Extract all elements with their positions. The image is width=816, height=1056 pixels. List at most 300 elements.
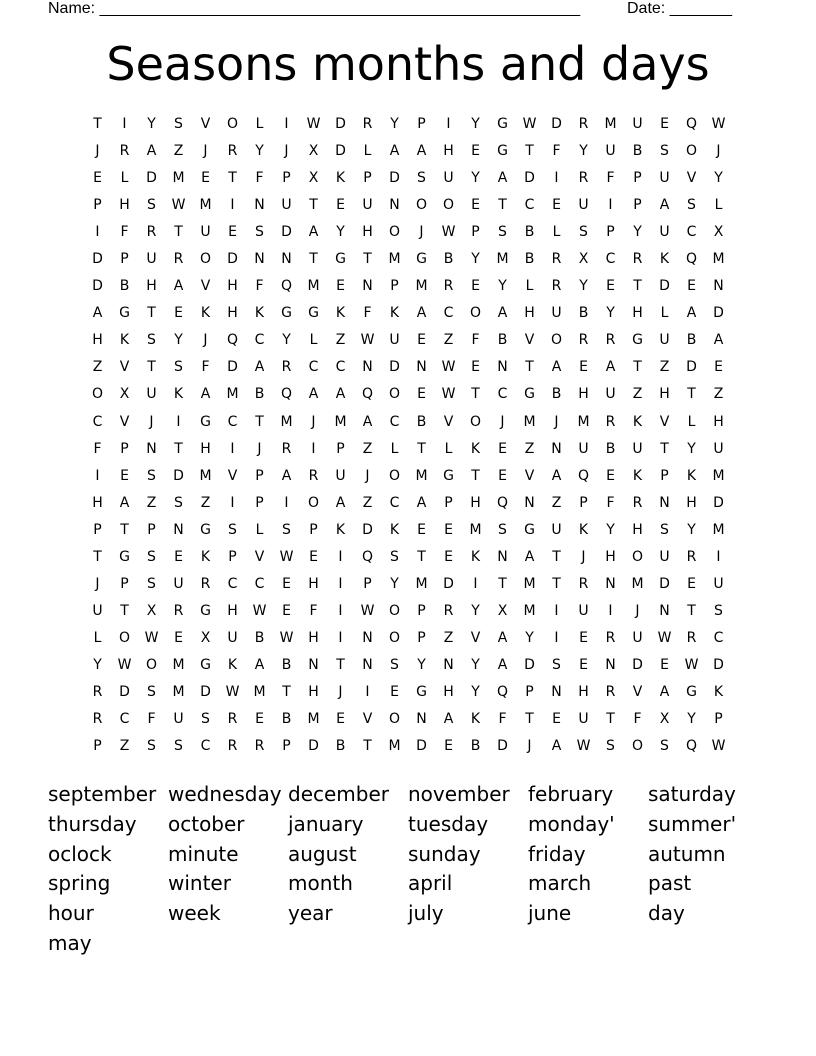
word-list-item: friday bbox=[528, 841, 586, 866]
letter-grid bbox=[84, 114, 732, 763]
grid-letter: E bbox=[93, 170, 102, 187]
grid-letter: U bbox=[92, 602, 103, 619]
grid-letter: A bbox=[659, 683, 670, 700]
word-list-item: wednesday bbox=[168, 782, 282, 806]
word-list-item: june bbox=[528, 901, 572, 926]
grid-letter: O bbox=[631, 548, 644, 565]
grid-letter: I bbox=[311, 440, 316, 457]
grid-letter: L bbox=[93, 629, 102, 646]
word-list-item: monday' bbox=[528, 811, 615, 836]
grid-letter: I bbox=[284, 116, 289, 132]
grid-letter: Z bbox=[524, 440, 535, 457]
grid-letter: N bbox=[146, 440, 157, 457]
grid-letter: V bbox=[524, 332, 535, 349]
grid-letter: R bbox=[551, 278, 562, 295]
grid-letter: W bbox=[171, 197, 186, 214]
grid-letter: K bbox=[335, 170, 346, 187]
grid-letter: P bbox=[633, 197, 642, 214]
grid-letter: T bbox=[687, 386, 696, 403]
grid-letter: H bbox=[443, 143, 454, 160]
word-list-item: week bbox=[168, 901, 221, 926]
grid-letter: E bbox=[579, 656, 588, 673]
grid-letter: T bbox=[471, 386, 480, 403]
grid-letter: E bbox=[714, 359, 723, 376]
grid-letter: F bbox=[255, 170, 264, 187]
grid-letter: E bbox=[255, 711, 264, 728]
grid-letter: P bbox=[120, 251, 129, 268]
grid-letter: K bbox=[119, 332, 130, 349]
grid-letter: F bbox=[363, 305, 372, 322]
grid-letter: T bbox=[525, 143, 534, 160]
grid-letter: D bbox=[443, 575, 454, 592]
word-list-item: hour bbox=[48, 901, 94, 926]
grid-letter: B bbox=[281, 711, 292, 728]
grid-letter: P bbox=[336, 440, 345, 457]
grid-letter: M bbox=[523, 575, 536, 592]
grid-letter: J bbox=[203, 332, 208, 349]
grid-letter: U bbox=[173, 575, 184, 592]
grid-letter: U bbox=[578, 711, 589, 728]
grid-letter: M bbox=[172, 170, 185, 187]
grid-letter: N bbox=[551, 683, 562, 700]
grid-letter: O bbox=[118, 629, 131, 646]
grid-letter: H bbox=[686, 494, 697, 511]
grid-letter: B bbox=[605, 440, 616, 457]
grid-letter: C bbox=[389, 494, 400, 511]
grid-letter: D bbox=[686, 359, 697, 376]
grid-letter: T bbox=[174, 224, 183, 241]
grid-letter: D bbox=[632, 656, 643, 673]
grid-letter: V bbox=[443, 413, 454, 430]
page-title: Seasons months and days bbox=[106, 37, 710, 91]
grid-letter: U bbox=[578, 197, 589, 214]
grid-letter: D bbox=[713, 305, 724, 322]
grid-letter: I bbox=[608, 197, 613, 214]
grid-letter: X bbox=[713, 224, 724, 241]
grid-letter: Y bbox=[147, 116, 156, 132]
grid-letter: G bbox=[416, 683, 427, 700]
grid-letter: N bbox=[416, 359, 427, 376]
grid-letter: Y bbox=[714, 170, 723, 187]
grid-letter: R bbox=[686, 629, 697, 646]
grid-letter: S bbox=[417, 170, 426, 187]
grid-letter: T bbox=[228, 170, 237, 187]
grid-letter: K bbox=[632, 467, 643, 484]
grid-letter: C bbox=[389, 413, 400, 430]
grid-letter: N bbox=[362, 629, 373, 646]
grid-letter: X bbox=[119, 386, 130, 403]
word-list-item: may bbox=[48, 930, 92, 955]
name-field-label: Name: ______________________________________________________ bbox=[48, 0, 581, 17]
grid-letter: E bbox=[471, 278, 480, 295]
grid-letter: Q bbox=[577, 467, 590, 484]
grid-letter: N bbox=[713, 278, 724, 295]
grid-letter: T bbox=[417, 440, 426, 457]
grid-letter: U bbox=[551, 521, 562, 538]
grid-letter: V bbox=[200, 116, 211, 132]
grid-letter: V bbox=[524, 467, 535, 484]
grid-letter: R bbox=[686, 548, 697, 565]
grid-letter: M bbox=[523, 602, 536, 619]
grid-letter: J bbox=[419, 224, 424, 241]
grid-letter: M bbox=[496, 251, 509, 268]
grid-letter: I bbox=[230, 440, 235, 457]
grid-letter: S bbox=[174, 359, 183, 376]
grid-letter: N bbox=[605, 575, 616, 592]
grid-letter: D bbox=[227, 251, 238, 268]
grid-letter: S bbox=[147, 332, 156, 349]
grid-letter: H bbox=[578, 386, 589, 403]
grid-letter: D bbox=[524, 170, 535, 187]
grid-letter: S bbox=[201, 711, 210, 728]
grid-letter: M bbox=[334, 413, 347, 430]
grid-letter: S bbox=[147, 197, 156, 214]
grid-letter: H bbox=[227, 602, 238, 619]
grid-letter: Y bbox=[93, 656, 102, 673]
grid-letter: P bbox=[228, 548, 237, 565]
grid-letter: I bbox=[608, 602, 613, 619]
grid-letter: J bbox=[716, 143, 721, 160]
grid-letter: R bbox=[227, 738, 238, 755]
grid-letter: Q bbox=[280, 278, 293, 295]
grid-letter: D bbox=[416, 738, 427, 755]
grid-letter: E bbox=[498, 467, 507, 484]
grid-letter: U bbox=[659, 224, 670, 241]
grid-letter: K bbox=[632, 413, 643, 430]
grid-letter: X bbox=[497, 602, 508, 619]
grid-letter: T bbox=[606, 711, 615, 728]
grid-letter: Z bbox=[443, 629, 454, 646]
grid-letter: M bbox=[253, 683, 266, 700]
grid-letter: W bbox=[279, 548, 294, 565]
grid-letter: R bbox=[227, 143, 238, 160]
grid-letter: B bbox=[470, 738, 481, 755]
word-list-item: sunday bbox=[408, 841, 481, 866]
grid-letter: E bbox=[579, 359, 588, 376]
grid-letter: S bbox=[255, 224, 264, 241]
grid-letter: G bbox=[308, 305, 319, 322]
grid-letter: S bbox=[174, 738, 183, 755]
grid-letter: G bbox=[119, 305, 130, 322]
grid-letter: A bbox=[497, 170, 508, 187]
grid-letter: Q bbox=[280, 386, 293, 403]
grid-letter: T bbox=[633, 278, 642, 295]
grid-letter: A bbox=[497, 656, 508, 673]
grid-letter: F bbox=[201, 359, 210, 376]
grid-letter: P bbox=[417, 602, 426, 619]
grid-letter: A bbox=[308, 386, 319, 403]
grid-letter: B bbox=[335, 738, 346, 755]
grid-letter: I bbox=[230, 494, 235, 511]
grid-letter: W bbox=[684, 656, 699, 673]
grid-letter: M bbox=[307, 278, 320, 295]
grid-letter: M bbox=[199, 197, 212, 214]
grid-letter: C bbox=[605, 251, 616, 268]
grid-letter: G bbox=[497, 143, 508, 160]
grid-letter: B bbox=[551, 386, 562, 403]
grid-letter: S bbox=[390, 548, 399, 565]
grid-letter: H bbox=[92, 494, 103, 511]
grid-letter: D bbox=[551, 116, 562, 132]
grid-letter: I bbox=[176, 413, 181, 430]
grid-letter: I bbox=[338, 575, 343, 592]
grid-letter: H bbox=[308, 683, 319, 700]
grid-letter: M bbox=[631, 575, 644, 592]
grid-letter: C bbox=[497, 386, 508, 403]
grid-letter: H bbox=[119, 197, 130, 214]
grid-letter: E bbox=[174, 548, 183, 565]
grid-letter: U bbox=[335, 467, 346, 484]
word-list-item: march bbox=[528, 871, 592, 896]
grid-letter: N bbox=[254, 197, 265, 214]
grid-letter: D bbox=[362, 521, 373, 538]
grid-letter: J bbox=[257, 440, 262, 457]
grid-letter: I bbox=[554, 629, 559, 646]
word-list-item: minute bbox=[168, 841, 239, 866]
grid-letter: I bbox=[338, 629, 343, 646]
grid-letter: A bbox=[551, 359, 562, 376]
grid-letter: C bbox=[524, 197, 535, 214]
grid-letter: N bbox=[497, 548, 508, 565]
grid-letter: Z bbox=[551, 494, 562, 511]
grid-letter: N bbox=[416, 711, 427, 728]
grid-letter: N bbox=[173, 521, 184, 538]
grid-letter: I bbox=[122, 116, 127, 132]
grid-letter: E bbox=[417, 521, 426, 538]
grid-letter: W bbox=[657, 629, 672, 646]
grid-letter: X bbox=[308, 143, 319, 160]
grid-letter: B bbox=[686, 332, 697, 349]
grid-letter: E bbox=[336, 278, 345, 295]
grid-letter: W bbox=[441, 386, 456, 403]
grid-letter: I bbox=[365, 683, 370, 700]
grid-letter: Y bbox=[579, 278, 588, 295]
grid-letter: N bbox=[362, 656, 373, 673]
grid-letter: R bbox=[227, 711, 238, 728]
grid-letter: R bbox=[443, 278, 454, 295]
grid-letter: R bbox=[578, 170, 589, 187]
grid-letter: K bbox=[200, 548, 211, 565]
grid-letter: L bbox=[687, 413, 696, 430]
grid-letter: O bbox=[415, 197, 428, 214]
grid-letter: P bbox=[93, 738, 102, 755]
grid-letter: Q bbox=[361, 548, 374, 565]
grid-letter: Y bbox=[417, 656, 426, 673]
grid-letter: Z bbox=[92, 359, 103, 376]
grid-letter: K bbox=[470, 711, 481, 728]
grid-letter: N bbox=[308, 656, 319, 673]
grid-letter: S bbox=[147, 575, 156, 592]
grid-letter: K bbox=[200, 305, 211, 322]
grid-letter: D bbox=[173, 467, 184, 484]
worksheet-header bbox=[48, 0, 768, 20]
grid-letter: Y bbox=[471, 656, 480, 673]
grid-letter: P bbox=[525, 683, 534, 700]
grid-letter: C bbox=[254, 332, 265, 349]
grid-letter: M bbox=[307, 711, 320, 728]
grid-letter: A bbox=[146, 143, 157, 160]
grid-letter: Q bbox=[226, 332, 239, 349]
grid-letter: O bbox=[388, 711, 401, 728]
grid-letter: A bbox=[254, 359, 265, 376]
grid-letter: K bbox=[686, 467, 697, 484]
grid-letter: G bbox=[416, 251, 427, 268]
grid-letter: Y bbox=[282, 332, 291, 349]
grid-letter: O bbox=[469, 413, 482, 430]
grid-letter: M bbox=[712, 521, 725, 538]
grid-letter: K bbox=[389, 305, 400, 322]
grid-letter: S bbox=[687, 197, 696, 214]
grid-letter: J bbox=[554, 413, 559, 430]
grid-letter: Y bbox=[471, 602, 480, 619]
grid-letter: H bbox=[578, 683, 589, 700]
grid-letter: D bbox=[389, 170, 400, 187]
grid-letter: C bbox=[713, 629, 724, 646]
grid-letter: M bbox=[712, 251, 725, 268]
grid-letter: F bbox=[309, 602, 318, 619]
grid-letter: P bbox=[606, 224, 615, 241]
grid-letter: R bbox=[632, 494, 643, 511]
grid-letter: G bbox=[200, 656, 211, 673]
grid-letter: E bbox=[606, 278, 615, 295]
grid-letter: S bbox=[282, 521, 291, 538]
grid-letter: F bbox=[471, 332, 480, 349]
grid-letter: R bbox=[146, 224, 157, 241]
grid-letter: U bbox=[659, 170, 670, 187]
grid-letter: R bbox=[578, 116, 589, 132]
grid-letter: E bbox=[282, 602, 291, 619]
grid-letter: W bbox=[576, 738, 591, 755]
grid-letter: R bbox=[362, 116, 373, 132]
grid-letter: I bbox=[95, 224, 100, 241]
grid-letter: R bbox=[578, 575, 589, 592]
grid-letter: X bbox=[146, 602, 157, 619]
grid-letter: K bbox=[389, 521, 400, 538]
grid-letter: I bbox=[473, 575, 478, 592]
grid-letter: Q bbox=[361, 386, 374, 403]
word-list-item: tuesday bbox=[408, 811, 489, 836]
grid-letter: D bbox=[227, 359, 238, 376]
word-list-item: saturday bbox=[648, 782, 736, 806]
grid-letter: A bbox=[200, 386, 211, 403]
grid-letter: A bbox=[443, 711, 454, 728]
word-list bbox=[48, 780, 768, 959]
grid-letter: P bbox=[363, 170, 372, 187]
grid-letter: W bbox=[441, 224, 456, 241]
grid-letter: P bbox=[471, 224, 480, 241]
grid-letter: V bbox=[632, 683, 643, 700]
grid-letter: N bbox=[497, 359, 508, 376]
grid-letter: W bbox=[144, 629, 159, 646]
grid-letter: Y bbox=[471, 116, 480, 132]
grid-letter: Q bbox=[496, 683, 509, 700]
grid-letter: E bbox=[201, 170, 210, 187]
grid-letter: H bbox=[632, 305, 643, 322]
grid-letter: L bbox=[120, 170, 129, 187]
grid-letter: M bbox=[280, 413, 293, 430]
grid-letter: U bbox=[578, 440, 589, 457]
grid-letter: I bbox=[338, 548, 343, 565]
grid-letter: M bbox=[415, 467, 428, 484]
grid-letter: M bbox=[199, 467, 212, 484]
grid-letter: T bbox=[417, 548, 426, 565]
grid-letter: E bbox=[282, 575, 291, 592]
grid-letter: E bbox=[309, 548, 318, 565]
grid-letter: E bbox=[687, 575, 696, 592]
grid-letter: M bbox=[226, 386, 239, 403]
grid-letter: T bbox=[93, 548, 102, 565]
grid-letter: P bbox=[417, 116, 426, 132]
grid-letter: E bbox=[471, 359, 480, 376]
grid-letter: U bbox=[389, 332, 400, 349]
grid-letter: C bbox=[92, 413, 103, 430]
grid-letter: M bbox=[172, 683, 185, 700]
grid-letter: R bbox=[254, 738, 265, 755]
grid-letter: K bbox=[578, 521, 589, 538]
grid-letter: P bbox=[390, 278, 399, 295]
grid-letter: J bbox=[581, 548, 586, 565]
grid-letter: Z bbox=[713, 386, 724, 403]
grid-letter: J bbox=[95, 575, 100, 592]
grid-letter: B bbox=[632, 143, 643, 160]
grid-letter: Z bbox=[659, 359, 670, 376]
grid-letter: T bbox=[93, 116, 102, 132]
grid-letter: D bbox=[713, 656, 724, 673]
grid-letter: T bbox=[498, 197, 507, 214]
grid-letter: T bbox=[363, 251, 372, 268]
grid-letter: Y bbox=[687, 711, 696, 728]
grid-letter: W bbox=[252, 602, 267, 619]
grid-letter: J bbox=[500, 413, 505, 430]
grid-letter: G bbox=[335, 251, 346, 268]
grid-letter: E bbox=[444, 521, 453, 538]
grid-letter: R bbox=[92, 683, 103, 700]
grid-letter: R bbox=[281, 440, 292, 457]
grid-letter: V bbox=[470, 629, 481, 646]
grid-letter: Z bbox=[443, 332, 454, 349]
grid-letter: E bbox=[174, 629, 183, 646]
grid-letter: N bbox=[443, 656, 454, 673]
grid-letter: P bbox=[93, 521, 102, 538]
grid-letter: S bbox=[147, 683, 156, 700]
grid-letter: M bbox=[604, 116, 617, 132]
grid-letter: R bbox=[173, 251, 184, 268]
grid-letter: K bbox=[335, 305, 346, 322]
grid-letter: T bbox=[471, 467, 480, 484]
word-list-item: winter bbox=[168, 871, 231, 896]
grid-letter: J bbox=[95, 143, 100, 160]
grid-letter: Z bbox=[200, 494, 211, 511]
grid-letter: T bbox=[309, 251, 318, 268]
grid-letter: O bbox=[388, 629, 401, 646]
word-list-item: september bbox=[48, 782, 157, 806]
grid-letter: V bbox=[200, 278, 211, 295]
grid-letter: E bbox=[174, 305, 183, 322]
grid-letter: R bbox=[308, 467, 319, 484]
grid-letter: Z bbox=[362, 494, 373, 511]
grid-letter: E bbox=[660, 656, 669, 673]
grid-letter: K bbox=[659, 251, 670, 268]
word-list-item: spring bbox=[48, 871, 111, 896]
grid-letter: F bbox=[255, 278, 264, 295]
date-field-label: Date: _______ bbox=[627, 0, 732, 17]
grid-letter: Y bbox=[687, 521, 696, 538]
grid-letter: O bbox=[550, 332, 563, 349]
grid-letter: O bbox=[226, 116, 239, 132]
grid-letter: E bbox=[552, 711, 561, 728]
grid-letter: O bbox=[442, 197, 455, 214]
grid-letter: S bbox=[660, 521, 669, 538]
